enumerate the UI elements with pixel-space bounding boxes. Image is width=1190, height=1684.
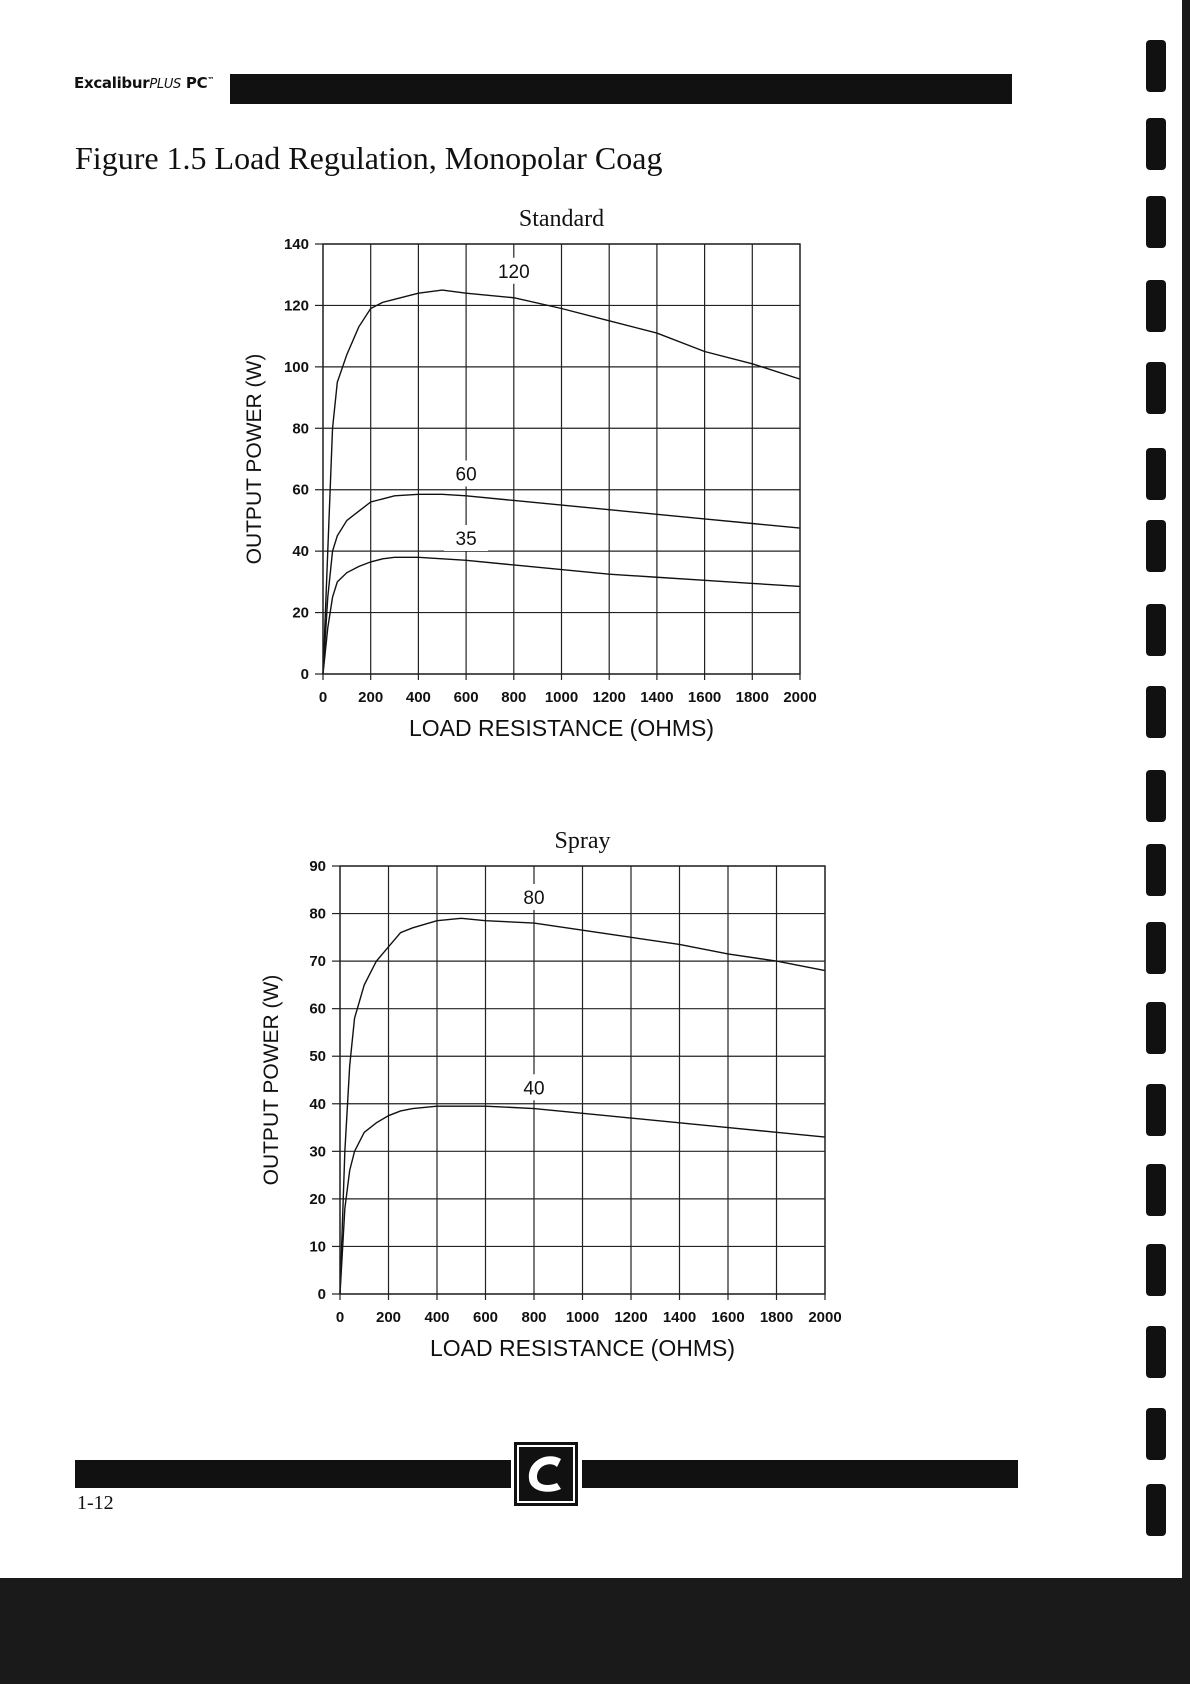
binding-hole [1146,448,1166,500]
spray-y-tick-label: 40 [309,1095,326,1113]
binding-hole [1146,1326,1166,1378]
spray-y-tick-label: 90 [309,858,326,875]
brand-tm: ™ [207,76,215,84]
standard-y-tick-label: 60 [292,481,309,499]
standard-x-tick-label: 1400 [640,689,674,706]
standard-series-label-120: 120 [497,261,530,283]
binding-hole [1146,118,1166,170]
binding-hole [1146,196,1166,248]
binding-hole [1146,40,1166,92]
spray-x-tick-label: 600 [472,1309,499,1326]
binding-hole [1146,1164,1166,1216]
binding-hole [1146,604,1166,656]
footer-bar-left [75,1460,511,1488]
spray-x-tick-label: 1600 [711,1309,745,1326]
spray-x-axis-label: LOAD RESISTANCE (OHMS) [430,1335,735,1361]
spray-y-tick-label: 30 [309,1143,326,1161]
spray-x-tick-label: 0 [335,1309,345,1326]
spray-y-tick-label: 60 [309,1000,326,1018]
standard-chart-title: Standard [518,206,605,232]
standard-y-tick-label: 40 [292,543,309,561]
binding-hole [1146,1002,1166,1054]
binding-hole [1146,922,1166,974]
spray-y-tick-label: 50 [309,1048,326,1066]
spray-x-tick-label: 400 [424,1309,450,1326]
standard-x-tick-label: 1800 [735,689,769,706]
standard-x-tick-label: 800 [501,689,527,706]
standard-x-tick-label: 1600 [687,689,722,706]
standard-x-axis-label: LOAD RESISTANCE (OHMS) [409,715,714,741]
spray-series-label-40: 40 [523,1078,545,1100]
brand-plus: PLUS [149,77,181,92]
standard-series-label-60: 60 [455,464,477,486]
standard-y-axis-label: OUTPUT POWER (W) [243,353,266,565]
spray-y-tick-label: 80 [309,905,326,923]
spray-y-tick-label: 0 [317,1286,326,1303]
standard-y-tick-label: 120 [283,297,309,315]
spray-y-tick-label: 10 [309,1238,326,1256]
page-number: 1-12 [77,1492,114,1514]
spray-x-tick-label: 1800 [759,1309,794,1326]
spray-x-tick-label: 800 [521,1309,547,1326]
standard-x-tick-label: 1000 [544,689,579,706]
spray-chart-title: Spray [554,828,611,854]
standard-x-tick-label: 400 [405,689,431,706]
figure-title: Figure 1.5 Load Regulation, Monopolar Coag [75,140,663,176]
spray-y-tick-label: 20 [309,1190,326,1208]
binding-hole [1146,844,1166,896]
company-logo-icon [514,1442,578,1506]
brand-main: Excalibur [74,74,150,92]
spray-x-tick-label: 1000 [565,1309,600,1326]
binding-hole [1146,1244,1166,1296]
standard-y-tick-label: 20 [292,604,309,622]
binding-hole [1146,362,1166,414]
standard-y-tick-label: 100 [283,358,309,376]
spray-x-tick-label: 1200 [614,1309,648,1326]
standard-x-tick-label: 0 [318,689,328,706]
binding-hole [1146,1084,1166,1136]
standard-series-label-35: 35 [455,529,477,550]
standard-x-tick-label: 1200 [592,689,626,706]
brand-pc: PC [181,74,208,92]
spray-y-tick-label: 70 [309,953,326,971]
scan-bottom-band [0,1578,1190,1684]
footer-bar-right [582,1460,1018,1488]
binding-hole [1146,520,1166,572]
binding-hole [1146,1484,1166,1536]
standard-y-tick-label: 80 [292,420,309,438]
standard-x-tick-label: 600 [453,689,479,706]
spray-x-tick-label: 2000 [808,1309,842,1326]
spray-x-tick-label: 1400 [662,1309,697,1326]
binding-hole [1146,770,1166,822]
spray-series-label-80: 80 [523,888,545,910]
standard-y-tick-label: 140 [283,236,309,253]
binding-hole [1146,686,1166,738]
binding-hole [1146,280,1166,332]
scan-right-edge [1182,0,1190,1684]
standard-x-tick-label: 2000 [783,689,817,706]
binding-hole [1146,1408,1166,1460]
standard-y-tick-label: 0 [300,666,309,683]
spray-y-axis-label: OUTPUT POWER (W) [260,974,283,1186]
standard-x-tick-label: 200 [358,689,384,706]
spray-x-tick-label: 200 [375,1309,402,1326]
